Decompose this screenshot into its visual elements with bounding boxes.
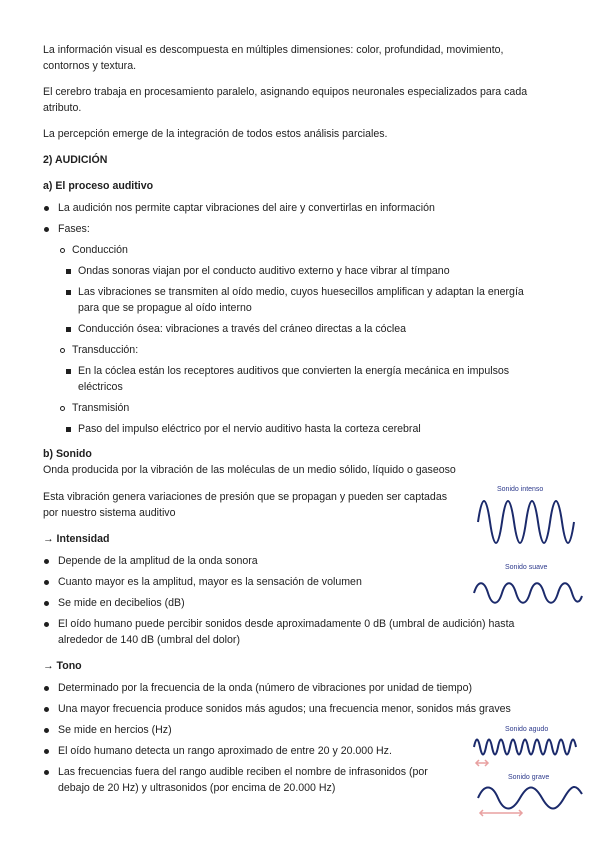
- list-item: Cuanto mayor es la amplitud, mayor es la sensación de volumen: [58, 576, 362, 588]
- intro-p1-line1: La información visual es descompuesta en múltiples dimensiones: color, profundidad, movimiento,: [43, 44, 504, 56]
- list-item: Determinado por la frecuencia de la onda (número de vibraciones por unidad de tiempo): [58, 682, 472, 694]
- high-pitch-wave-figure: [472, 737, 580, 767]
- sound-paragraph-line1: Esta vibración genera variaciones de presión que se propagan y pueden ser captadas: [43, 491, 448, 503]
- bullet: [44, 728, 49, 733]
- intense-wave: [478, 501, 574, 543]
- bullet: [66, 327, 71, 332]
- intro-p3: La percepción emerge de la integración de todos estos análisis parciales.: [43, 128, 388, 140]
- list-item: Las frecuencias fuera del rango audible reciben el nombre de infrasonidos (por: [58, 766, 428, 778]
- soft-wave: [474, 583, 582, 603]
- figure-label-soft: Sonido suave: [505, 564, 548, 571]
- list-item: Depende de la amplitud de la onda sonora: [58, 555, 258, 567]
- low-pitch-wave-figure: [476, 786, 584, 818]
- intro-p2-line2: atributo.: [43, 102, 82, 114]
- list-item: Conducción: [72, 244, 128, 256]
- bullet: [66, 269, 71, 274]
- bullet: [44, 686, 49, 691]
- intro-p2-line1: El cerebro trabaja en procesamiento paralelo, asignando equipos neuronales especializados para cada: [43, 86, 528, 98]
- high-pitch-period-arrow: [476, 760, 488, 766]
- tone-heading: → Tono: [43, 660, 82, 672]
- low-pitch-period-arrow: [480, 810, 522, 816]
- list-item: La audición nos permite captar vibraciones del aire y convertirlas en información: [58, 202, 435, 214]
- bullet: [60, 406, 65, 411]
- bullet: [44, 580, 49, 585]
- list-item-cont: eléctricos: [78, 381, 123, 393]
- list-item-cont: debajo de 20 Hz) y ultrasonidos (por encima de 20.000 Hz): [58, 782, 336, 794]
- bullet: [60, 348, 65, 353]
- list-item: Una mayor frecuencia produce sonidos más agudos; una frecuencia menor, sonidos más graves: [58, 703, 511, 715]
- bullet: [44, 601, 49, 606]
- list-item: Conducción ósea: vibraciones a través del cráneo directas a la cóclea: [78, 323, 407, 335]
- list-item: Se mide en decibelios (dB): [58, 597, 185, 609]
- bullet: [44, 749, 49, 754]
- list-item: Las vibraciones se transmiten al oído medio, cuyos huesecillos amplifican y adaptan la energía: [78, 286, 524, 298]
- low-pitch-wave: [478, 787, 582, 809]
- subsection-a-heading: a) El proceso auditivo: [43, 180, 154, 192]
- list-item: El oído humano detecta un rango aproximado de entre 20 y 20.000 Hz.: [58, 745, 392, 757]
- figure-label-high: Sonido agudo: [505, 726, 549, 733]
- intro-p1-line2: contornos y textura.: [43, 60, 137, 72]
- list-item: Transducción:: [72, 344, 139, 356]
- bullet: [66, 290, 71, 295]
- sound-paragraph-line2: por nuestro sistema auditivo: [43, 507, 176, 519]
- list-item: Ondas sonoras viajan por el conducto auditivo externo y hace vibrar al tímpano: [78, 265, 450, 277]
- bullet: [44, 559, 49, 564]
- list-item: Transmisión: [72, 402, 130, 414]
- list-item: Fases:: [58, 223, 90, 235]
- bullet: [44, 227, 49, 232]
- list-item-cont: para que se propague al oído interno: [78, 302, 252, 314]
- bullet: [66, 369, 71, 374]
- bullet: [44, 707, 49, 712]
- sound-definition: Onda producida por la vibración de las moléculas de un medio sólido, líquido o gaseoso: [43, 464, 456, 476]
- high-pitch-wave: [474, 740, 576, 755]
- subsection-b-heading: b) Sonido: [43, 448, 92, 460]
- section-heading: 2) AUDICIÓN: [43, 154, 108, 166]
- figure-label-intense: Sonido intenso: [497, 486, 544, 493]
- list-item: Se mide en hercios (Hz): [58, 724, 172, 736]
- intensity-heading: → Intensidad: [43, 533, 110, 545]
- soft-wave-figure: [472, 578, 584, 608]
- list-item-cont: alrededor de 140 dB (umbral del dolor): [58, 634, 240, 646]
- list-item: El oído humano puede percibir sonidos desde aproximadamente 0 dB (umbral de audición) hasta: [58, 618, 515, 630]
- bullet: [44, 770, 49, 775]
- bullet: [44, 622, 49, 627]
- bullet: [44, 206, 49, 211]
- figure-label-low: Sonido grave: [508, 774, 550, 781]
- intense-wave-figure: [476, 498, 580, 546]
- list-item: Paso del impulso eléctrico por el nervio auditivo hasta la corteza cerebral: [78, 423, 421, 435]
- bullet: [66, 427, 71, 432]
- list-item: En la cóclea están los receptores auditivos que convierten la energía mecánica en impulsos: [78, 365, 510, 377]
- bullet: [60, 248, 65, 253]
